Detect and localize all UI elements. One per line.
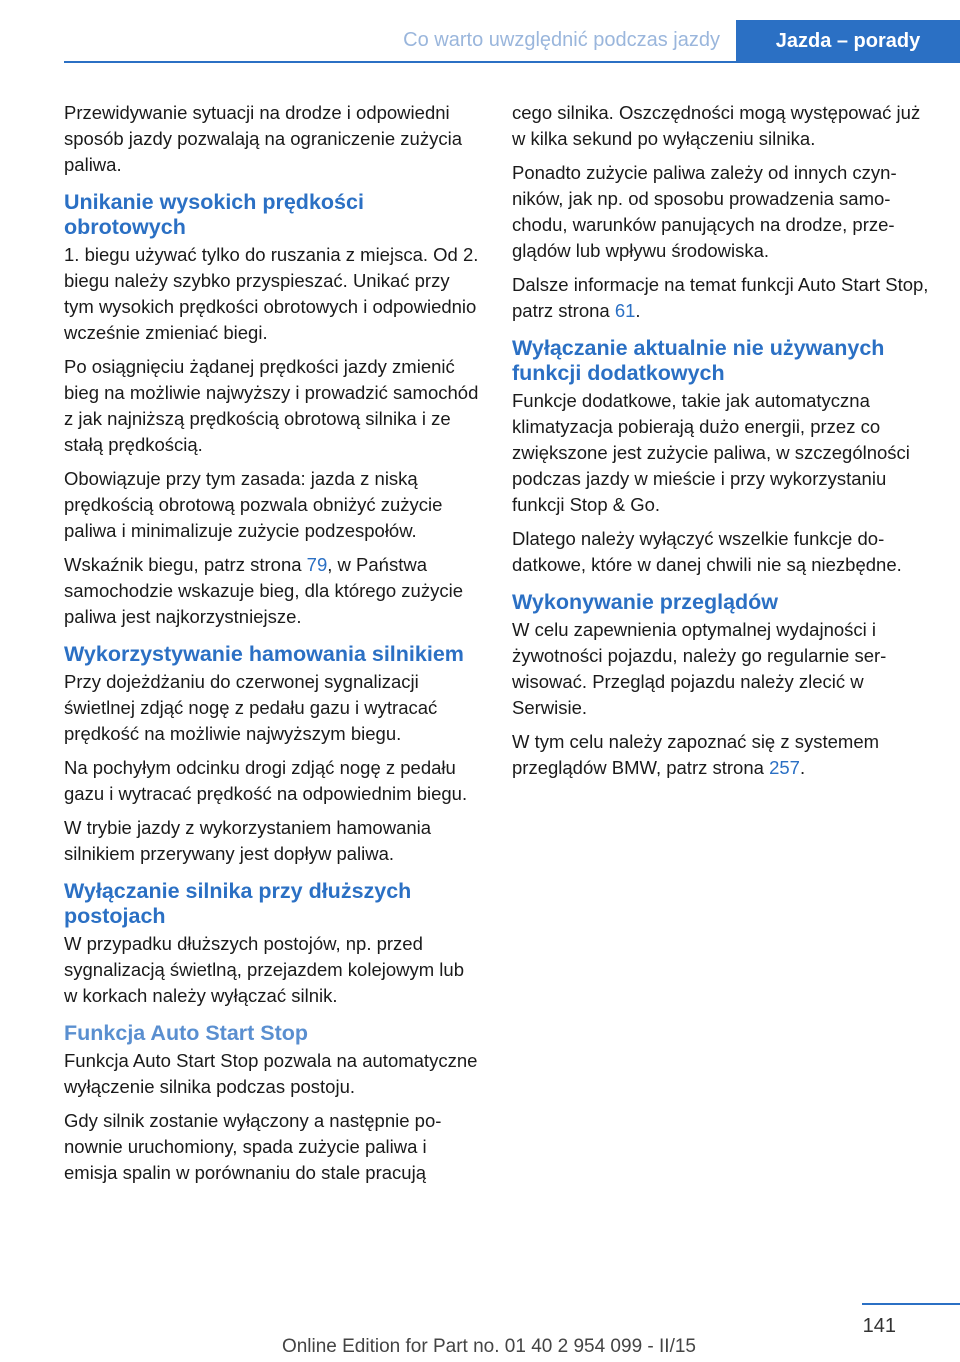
left-column	[64, 100, 482, 1194]
section-heading: Wyłączanie aktualnie nie używanych funkcji dodatkowych	[512, 336, 885, 385]
paragraph: W przypadku dłuższych postojów, np. przed sygnalizacją świetlną, przejazdem kolejowym lub w korkach należy wyłączać silnik.	[64, 933, 464, 1006]
paragraph: cego silnika. Oszczędności mogą występować już w kilka sekund po wyłączeniu silnika.	[512, 102, 921, 149]
paragraph-text: .	[799, 757, 806, 778]
paragraph: Na pochyłym odcinku drogi zdjąć nogę z pedału gazu i wytracać prędkość na odpowiednim biegu.	[64, 757, 468, 804]
paragraph: W trybie jazdy z wykorzystaniem hamowania silnikiem przerywany jest dopływ paliwa.	[64, 817, 432, 864]
paragraph: Po osiągnięciu żądanej prędkości jazdy zmienić bieg na możliwie najwyższy i prowadzić samochód z jak najniższą prędkością obrotową silnika i ze stałą prędkością.	[64, 356, 479, 455]
paragraph-text: , w Państwa samochodzie wskazuje bieg, dla którego zużycie paliwa jest najkorzystniejsze.	[64, 554, 463, 627]
paragraph-text: W tym celu należy zapoznać się z systemem przeglądów BMW, patrz strona	[512, 731, 880, 778]
paragraph-text: .	[635, 300, 641, 321]
section-heading: Wyłączanie silnika przy dłuższych postojach	[64, 879, 412, 928]
right-column	[512, 100, 930, 789]
page-reference-link[interactable]: 61	[614, 300, 636, 321]
paragraph: 1. biegu używać tylko do ruszania z miejsca. Od 2. biegu należy szybko przyspieszać. Unikać przy tym wysokich prędkości obrotowych i odpowiednio wcześnie zmieniać biegi.	[64, 244, 479, 343]
paragraph: W celu zapewnienia optymalnej wydajności i żywotności pojazdu, należy go regularnie serwisować. Przegląd pojazdu należy zlecić w Serwisie.	[512, 619, 887, 718]
paragraph: Ponadto zużycie paliwa zależy od innych czynników, jak np. od sposobu prowadzenia samochodu, warunków panujących na drodze, przeglądów lub wpływu środowiska.	[512, 162, 897, 261]
paragraph-text: Wskaźnik biegu, patrz strona	[64, 554, 307, 575]
page-number: 141	[862, 1315, 896, 1337]
paragraph: Dlatego należy wyłączyć wszelkie funkcje dodatkowe, które w danej chwili nie są niezbędne.	[512, 528, 902, 575]
section-heading: Wykorzystywanie hamowania silnikiem	[64, 642, 464, 666]
chapter-tab: Jazda – porady	[736, 20, 960, 63]
header-rule	[64, 61, 960, 63]
page-reference-link[interactable]: 257	[769, 757, 800, 778]
paragraph: Funkcja Auto Start Stop pozwala na automatyczne wyłączenie silnika podczas postoju.	[64, 1050, 478, 1097]
paragraph	[64, 552, 482, 630]
paragraph: Funkcje dodatkowe, takie jak automatyczna klimatyzacja pobierają dużo energii, przez co zwiększone jest zużycie paliwa, w szczególności podczas jazdy w mieście i przy wykorzystaniu funkcji Stop & Go.	[512, 390, 910, 515]
subsection-heading: Funkcja Auto Start Stop	[64, 1021, 309, 1045]
paragraph: Obowiązuje przy tym zasada: jazda z niską prędkością obrotową pozwala obniżyć zużycie paliwa i minimalizuje zużycie podzespołów.	[64, 468, 443, 541]
footer-rule	[862, 1303, 960, 1305]
section-heading: Wykonywanie przeglądów	[512, 590, 779, 614]
paragraph: Przy dojeżdżaniu do czerwonej sygnalizacji świetlnej zdjąć nogę z pedału gazu i wytracać prędkość na możliwie najwyższym biegu.	[64, 671, 438, 744]
section-heading: Unikanie wysokich prędkości obrotowych	[64, 190, 364, 239]
paragraph: Przewidywanie sytuacji na drodze i odpowiedni sposób jazdy pozwalają na ograniczenie zużycia paliwa.	[64, 102, 462, 175]
paragraph	[512, 729, 930, 781]
paragraph-text: Dalsze informacje na temat funkcji Auto Start Stop, patrz strona	[512, 274, 929, 321]
running-header-section: Co warto uwzględnić podczas jazdy	[403, 29, 720, 51]
page-reference-link[interactable]: 79	[306, 554, 328, 575]
paragraph: Gdy silnik zostanie wyłączony a następnie ponownie uruchomiony, spada zużycie paliwa i emisja spalin w porównaniu do stale pracują	[64, 1110, 442, 1183]
edition-note: Online Edition for Part no. 01 40 2 954 099 - II/15	[281, 1336, 696, 1357]
paragraph	[512, 272, 930, 324]
